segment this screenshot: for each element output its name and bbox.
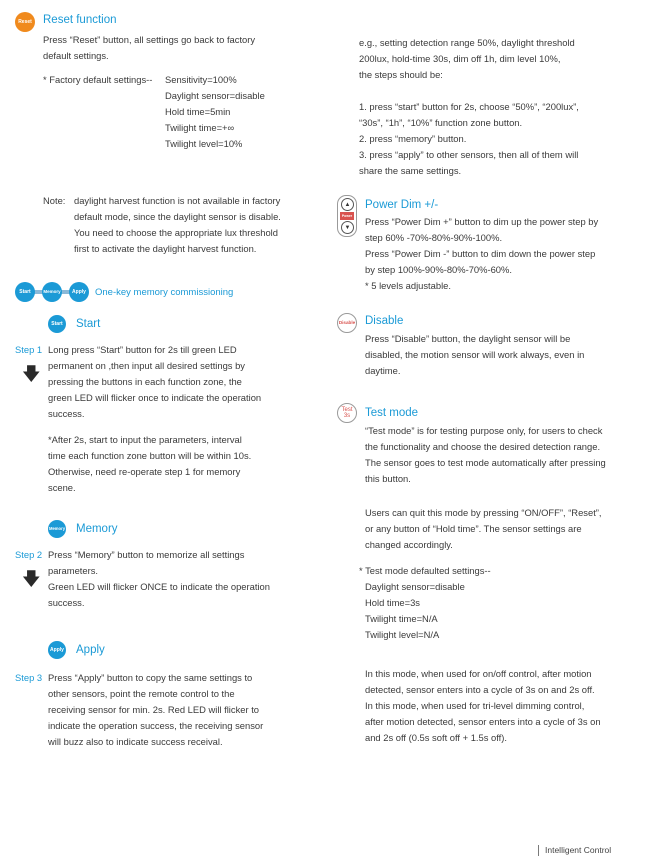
- example-intro: e.g., setting detection range 50%, daylight threshold 200lux, hold-time 30s, dim off 1h, dim level 10%, the steps should be:: [359, 37, 575, 80]
- commissioning-flow-icon: [12, 282, 92, 302]
- power-dim-title: Power Dim +/-: [365, 199, 439, 211]
- down-arrow-icon: 🡇: [22, 364, 41, 384]
- flow-apply-icon: Apply: [69, 282, 89, 302]
- disable-body: Press “Disable” button, the daylight sensor will be disabled, the motion sensor will work always, even in daytime.: [365, 333, 585, 376]
- test-mode-quit: Users can quit this mode by pressing “ON/OFF”, “Reset”, or any button of “Hold time”. The sensor settings are changed accordingly.: [365, 507, 602, 550]
- test-mode-body: “Test mode” is for testing purpose only, for users to check the functionality and choose the desired detection range. The sensor goes to test mode automatically after pressing this button.: [365, 425, 606, 484]
- start-icon: Start: [48, 315, 66, 333]
- test-mode-defaults-label: * Test mode defaulted settings--: [359, 565, 491, 576]
- reset-note-body: daylight harvest function is not available in factory default mode, since the daylight sensor is disable. You need to choose the appropriate lux threshold first to activate the daylight harvest function.: [74, 195, 281, 254]
- reset-note-label: Note:: [43, 195, 66, 206]
- test-icon: Test 3s: [337, 403, 357, 423]
- apply-body: Press “Apply” button to copy the same settings to other sensors, point the remote control to the receiving sensor for min. 2s. Red LED will flicker to indicate the operation success, the receiving sensor will buzz also to indicate success receival.: [48, 672, 264, 747]
- footer-text: Intelligent Control: [545, 845, 612, 855]
- test-mode-cycle: In this mode, when used for on/off control, after motion detected, sensor enters into a cycle of 3s on and 2s off. In this mode, when used for tri-level dimming control, after motion detected, sensor enters into a cycle of 3s on and 2s off (0.5s soft off + 1.5s off).: [365, 668, 601, 743]
- example-steps: 1. press “start” button for 2s, choose “50%”, “200lux”, “30s”, “1h”, “10%” function zone button. 2. press “memory” button. 3. press “apply” to other sensors, then all of them will share the same settings.: [359, 101, 579, 176]
- reset-body: Press “Reset” button, all settings go back to factory default settings.: [43, 34, 256, 61]
- power-label: Power: [341, 213, 353, 218]
- test-mode-title: Test mode: [365, 407, 419, 419]
- triangle-up-icon: ▲: [341, 198, 354, 211]
- step-1-label: Step 1: [15, 344, 43, 355]
- step-3-label: Step 3: [15, 672, 43, 683]
- flow-memory-icon: Memory: [42, 282, 62, 302]
- memory-title: Memory: [76, 523, 118, 535]
- power-dim-body: Press “Power Dim +” button to dim up the power step by step 60% -70%-80%-90%-100%. Press “Power Dim -” button to dim down the power step by step 100%-90%-80%-70%-60%. * 5 levels adjustable.: [365, 216, 599, 291]
- disable-icon: Disable: [337, 313, 357, 333]
- flow-start-icon: Start: [15, 282, 35, 302]
- down-arrow-icon: 🡇: [22, 569, 41, 589]
- disable-title: Disable: [365, 315, 404, 327]
- start-title: Start: [76, 318, 101, 330]
- reset-title: Reset function: [43, 14, 117, 26]
- reset-defaults-label: * Factory default settings--: [43, 74, 153, 85]
- memory-icon: Memory: [48, 520, 66, 538]
- start-body: Long press “Start” button for 2s till green LED permanent on ,then input all desired settings by pressing the buttons in each function zone, the green LED will flicker once to indicate the operation success.: [48, 344, 262, 419]
- reset-icon: [15, 12, 35, 32]
- memory-body: Press “Memory” button to memorize all settings parameters. Green LED will flicker ONCE to indicate the operation success.: [48, 549, 270, 608]
- apply-icon: Apply: [48, 641, 66, 659]
- power-dim-icon: [337, 195, 357, 237]
- triangle-down-icon: ▼: [341, 221, 354, 234]
- step-2-label: Step 2: [15, 549, 43, 560]
- reset-icon-label: Reset: [18, 19, 32, 25]
- start-note: *After 2s, start to input the parameters, interval time each function zone button will be within 10s. Otherwise, need re-operate step 1 for memory scene.: [48, 434, 252, 493]
- commissioning-title: One-key memory commissioning: [95, 287, 234, 298]
- footer-divider: [538, 845, 539, 856]
- reset-defaults-values: Sensitivity=100% Daylight sensor=disable Hold time=5min Twilight time=+∞ Twilight level=10%: [165, 74, 265, 149]
- apply-title: Apply: [76, 644, 105, 656]
- test-mode-defaults-values: Daylight sensor=disable Hold time=3s Twilight time=N/A Twilight level=N/A: [365, 581, 465, 640]
